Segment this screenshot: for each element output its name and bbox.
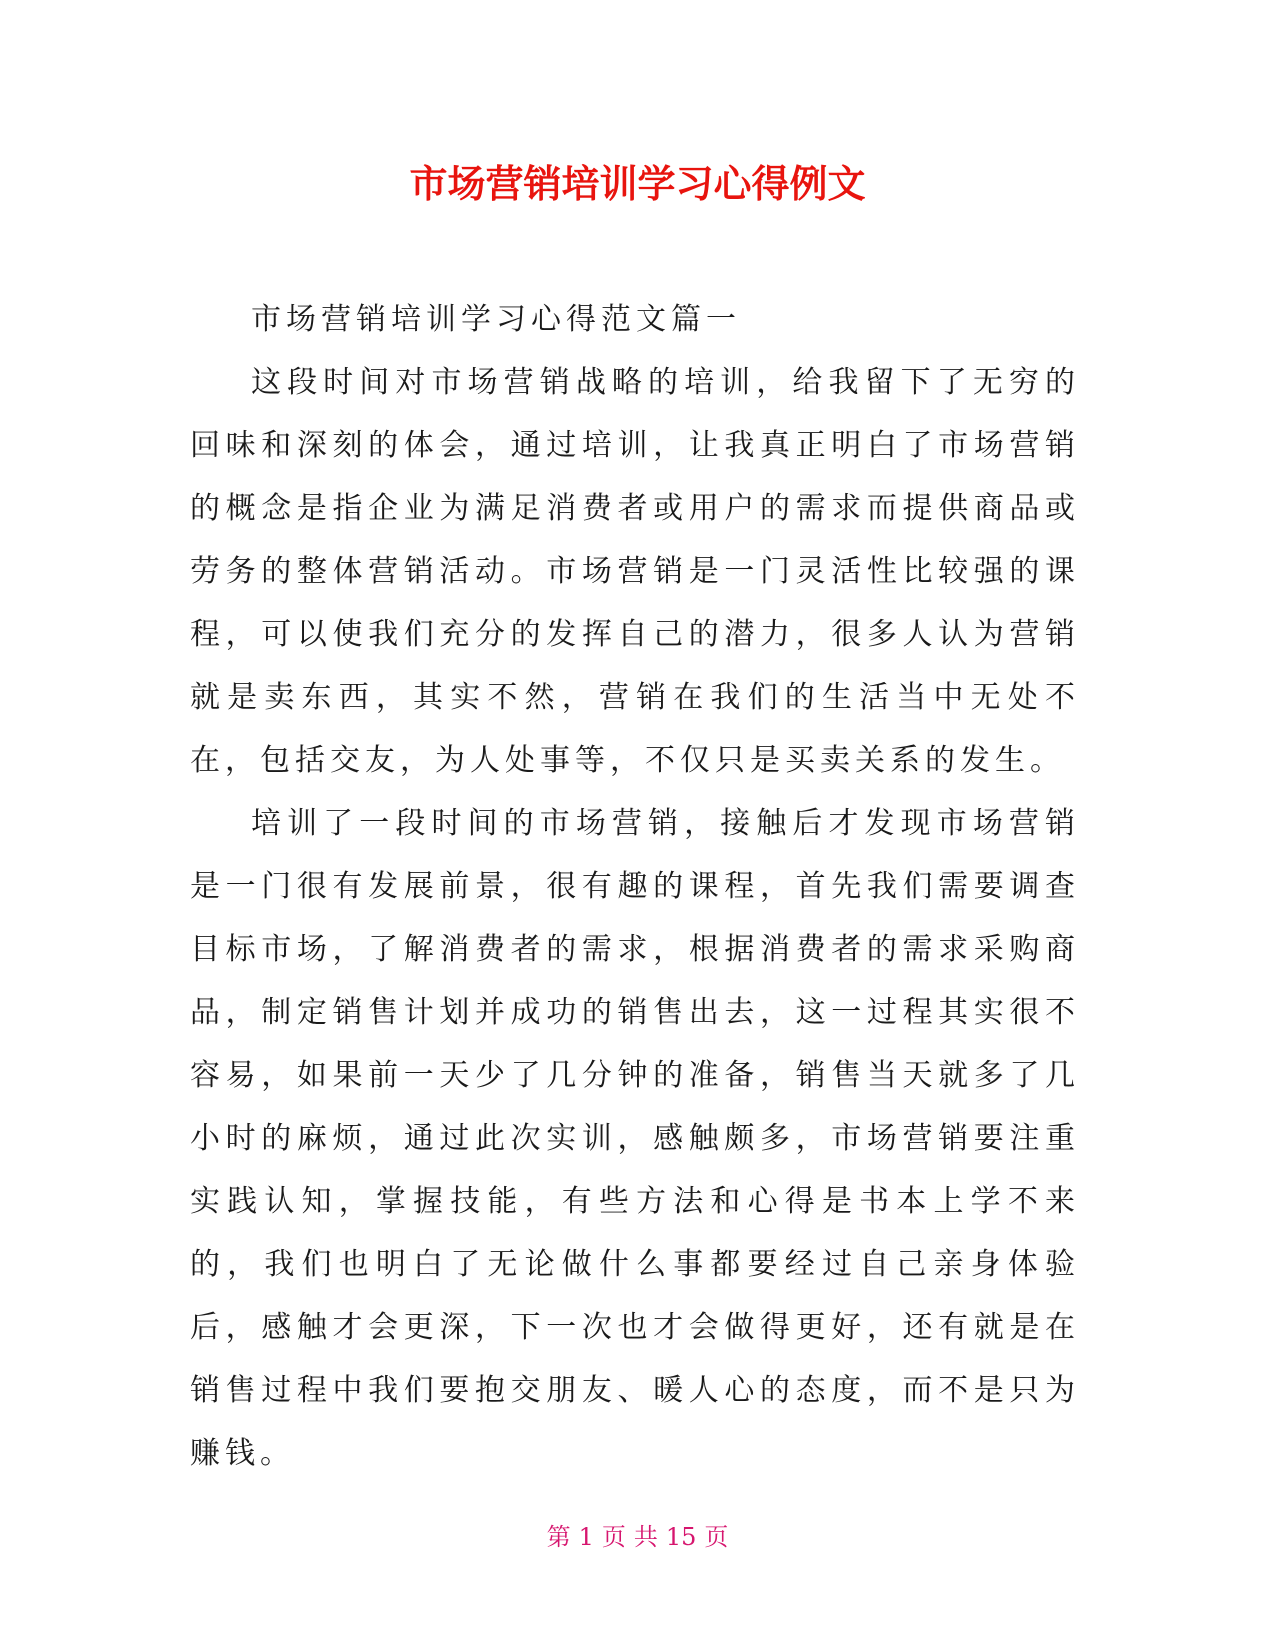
footer-current-page: 1 — [578, 1523, 594, 1551]
document-title: 市场营销培训学习心得例文 — [409, 162, 866, 206]
footer-label-unit-2: 页 — [704, 1523, 729, 1551]
footer-total-pages: 15 — [665, 1523, 697, 1551]
footer-label-unit: 页 — [601, 1523, 626, 1551]
footer-label-total: 共 — [633, 1523, 658, 1551]
section-heading: 市场营销培训学习心得范文篇一 — [251, 302, 741, 337]
footer-label-page: 第 — [546, 1523, 571, 1551]
body-paragraph: 培训了一段时间的市场营销，接触后才发现市场营销是一门很有发展前景，很有趣的课程，首先我们需要调查目标市场，了解消费者的需求，根据消费者的需求采购商品，制定销售计划并成功的销售出去，这一过程其实很不容易，如果前一天少了几分钟的准备，销售当天就多了几小时的麻烦，通过此次实训，感触颇多，市场营销要注重实践认知，掌握技能，有些方法和心得是书本上学不来的，我们也明白了无论做什么事都要经过自己亲身体验后，感触才会更深，下一次也才会做得更好，还有就是在销售过程中我们要抱交朋友、暖人心的态度，而不是只为赚钱。 — [190, 806, 1080, 1471]
body-paragraph: 这段时间对市场营销战略的培训，给我留下了无穷的回味和深刻的体会，通过培训，让我真正明白了市场营销的概念是指企业为满足消费者或用户的需求而提供商品或劳务的整体营销活动。市场营销是一门灵活性比较强的课程，可以使我们充分的发挥自己的潜力，很多人认为营销就是卖东西，其实不然，营销在我们的生活当中无处不在，包括交友，为人处事等，不仅只是买卖关系的发生。 — [190, 365, 1080, 778]
document-body — [190, 288, 1080, 1485]
page-number-footer — [0, 1522, 1275, 1552]
